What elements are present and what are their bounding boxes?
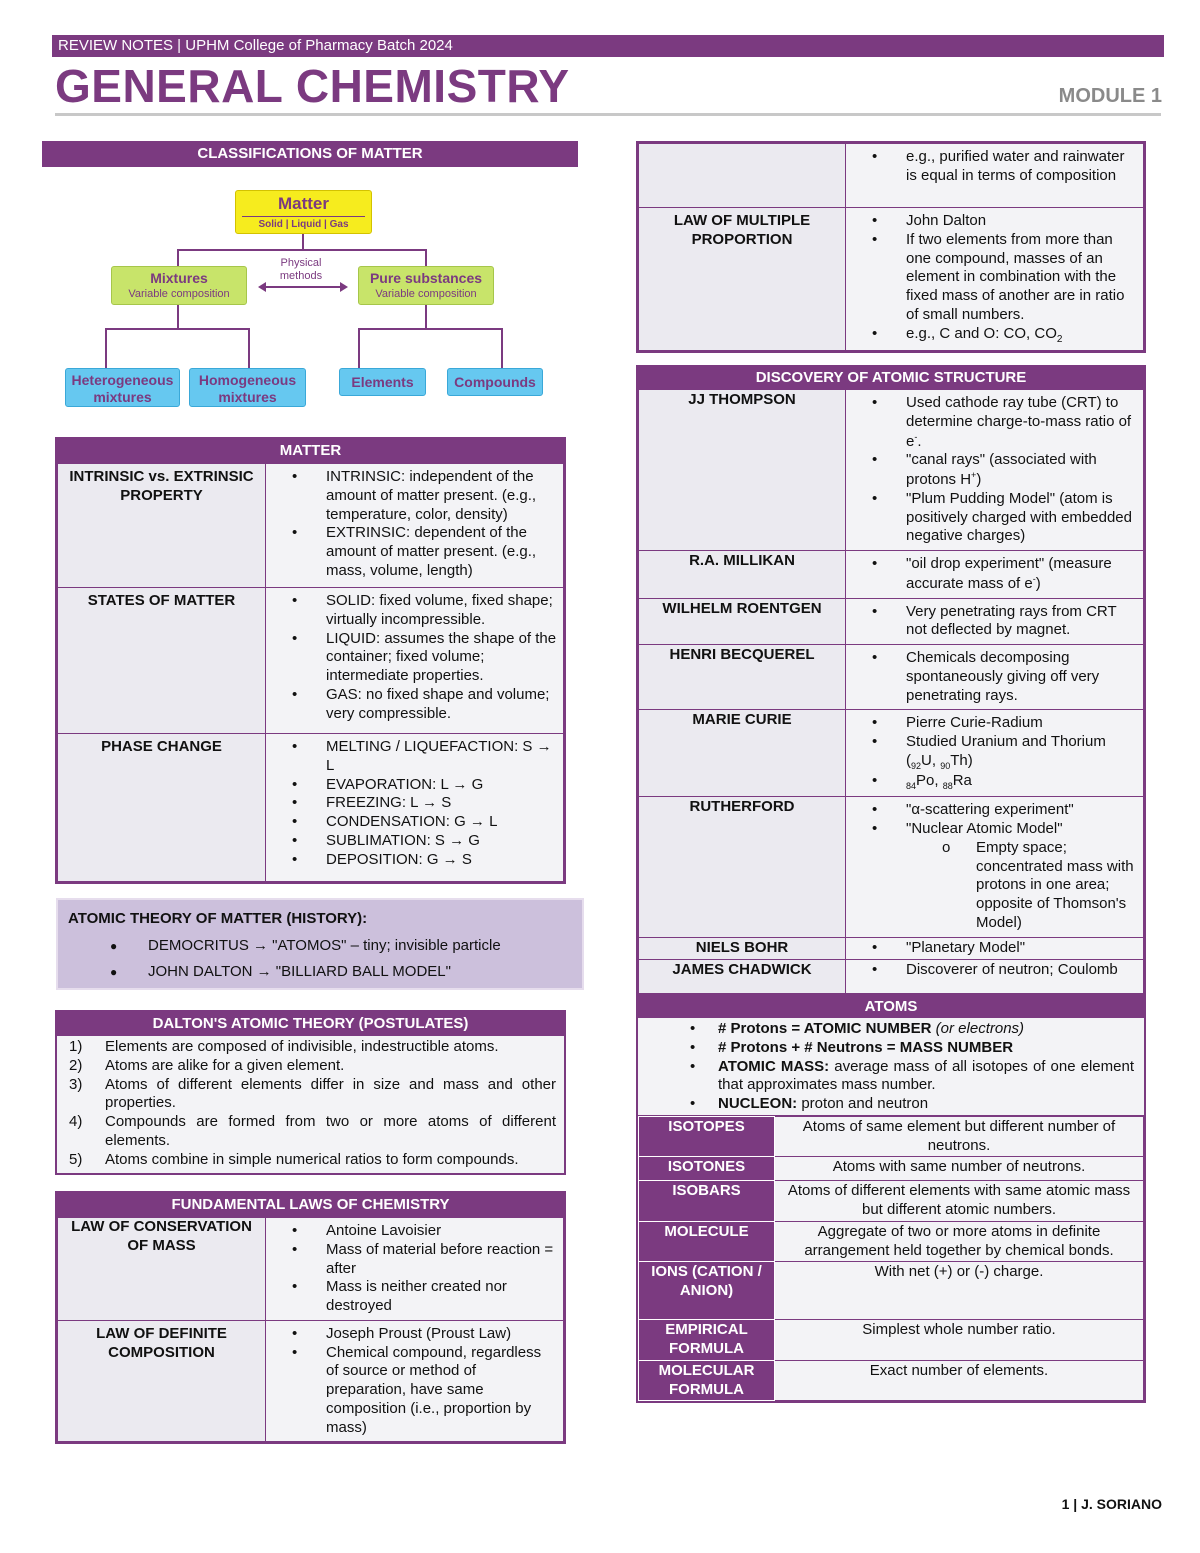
matter-table [55, 437, 566, 884]
matter-node-sub: Solid | Liquid | Gas [242, 216, 365, 232]
row-label: RUTHERFORD [639, 797, 846, 937]
list-item: • Discoverer of neutron; Coulomb [852, 961, 1137, 980]
table-row [639, 390, 1144, 551]
item-text: Compounds are formed from two or more atoms of different elements. [105, 1113, 556, 1149]
text: "canal rays" (associated with protons H [906, 451, 1097, 488]
row-label: MARIE CURIE [639, 710, 846, 797]
pure-substances-node-title: Pure substances [369, 270, 483, 286]
row-values [266, 464, 564, 588]
table-row [639, 144, 1144, 208]
row-values [846, 797, 1144, 937]
table-row [58, 588, 564, 734]
row-values [846, 937, 1144, 959]
row-value: Exact number of elements. [775, 1360, 1144, 1401]
row-values [846, 208, 1144, 351]
list-item: • MELTING / LIQUEFACTION: S → L [272, 738, 557, 776]
sub-marker: o [942, 838, 951, 856]
text: # Protons = ATOMIC NUMBER [718, 1020, 932, 1037]
connector [425, 249, 427, 266]
connector [501, 328, 503, 368]
text: ) [1035, 574, 1041, 592]
atoms-heading: ATOMS [638, 995, 1144, 1018]
elements-node: Elements [339, 368, 426, 396]
item-number: 5) [69, 1150, 83, 1168]
laws-grid [57, 1217, 564, 1442]
row-label [639, 144, 846, 208]
text: average mass of all isotopes of one element that approximates mass number. [718, 1057, 1134, 1094]
row-value: Simplest whole number ratio. [775, 1320, 1144, 1361]
list-item [65, 1057, 556, 1076]
list-item [65, 1038, 556, 1057]
row-label: HENRI BECQUEREL [639, 645, 846, 710]
row-value: Atoms with same number of neutrons. [775, 1157, 1144, 1181]
list-item: • Pierre Curie-Radium [852, 714, 1137, 733]
pure-substances-node [358, 266, 494, 305]
connector [105, 328, 107, 368]
header-topbar: REVIEW NOTES | UPHM College of Pharmacy Batch 2024 [52, 35, 1164, 57]
laws-continued [636, 141, 1146, 353]
matter-heading: MATTER [57, 439, 564, 463]
list-item [648, 1020, 1134, 1039]
connector [177, 249, 179, 266]
row-value: Atoms of different elements with same atomic mass but different atomic numbers. [775, 1181, 1144, 1222]
text: . [917, 432, 922, 450]
text: ) [976, 471, 982, 488]
example-text: e.g., C and O: CO, CO [906, 324, 1057, 342]
row-label: LAW OF DEFINITE COMPOSITION [58, 1320, 266, 1442]
row-values [846, 710, 1144, 797]
text: ATOMIC MASS: [718, 1057, 830, 1075]
discovery-heading: DISCOVERY OF ATOMIC STRUCTURE [638, 367, 1144, 389]
item-number: 4) [69, 1113, 83, 1130]
connector [302, 234, 304, 250]
table-row [639, 1320, 1144, 1361]
list-item [852, 772, 1137, 792]
list-item: • SUBLIMATION: S → G [272, 832, 557, 851]
connector [425, 305, 427, 329]
superscript: - [914, 431, 918, 442]
matter-grid [57, 463, 564, 882]
list-item [852, 451, 1137, 490]
dalton-heading: DALTON'S ATOMIC THEORY (POSTULATES) [57, 1012, 564, 1036]
text: Studied Uranium and Thorium ( [906, 733, 1106, 769]
double-arrow [258, 280, 348, 292]
connector [105, 328, 250, 330]
list-item: • "Nuclear Atomic Model" [852, 820, 1137, 839]
list-item: • John Dalton [852, 212, 1137, 231]
list-item [852, 394, 1137, 451]
table-row [639, 1360, 1144, 1401]
row-label: LAW OF MULTIPLE PROPORTION [639, 208, 846, 351]
row-values [846, 598, 1144, 645]
row-label: EMPIRICAL FORMULA [639, 1320, 775, 1361]
subscript: 2 [1056, 333, 1063, 345]
sub-text: Empty space; concentrated mass with protons in one area; opposite of Thomson's Model) [976, 838, 1134, 931]
item-number: 3) [69, 1075, 83, 1093]
list-item: • Joseph Proust (Proust Law) [272, 1325, 557, 1344]
list-item: • e.g., purified water and rainwater is equal in terms of composition [852, 148, 1137, 186]
list-item [65, 1076, 556, 1114]
fundamental-laws [55, 1191, 566, 1444]
row-values [846, 645, 1144, 710]
list-item: ● DEMOCRITUS → "ATOMOS" – tiny; invisible particle [68, 937, 572, 956]
list-item: • "α-scattering experiment" [852, 801, 1137, 820]
atomic-theory-heading: ATOMIC THEORY OF MATTER (HISTORY): [68, 910, 368, 927]
row-label: LAW OF CONSERVATION OF MASS [58, 1218, 266, 1321]
list-item: • DEPOSITION: G → S [272, 851, 557, 870]
laws-heading: FUNDAMENTAL LAWS OF CHEMISTRY [57, 1193, 564, 1217]
item-text: Elements are composed of indivisible, indestructible atoms. [105, 1038, 499, 1055]
list-item: • EXTRINSIC: dependent of the amount of matter present. (e.g., mass, volume, length) [272, 524, 557, 580]
row-value: Atoms of same element but different number of neutrons. [775, 1116, 1144, 1157]
item-number: 1) [69, 1038, 83, 1055]
page-footer: 1 | J. SORIANO [1061, 1496, 1162, 1512]
item-text: Atoms of different elements differ in size and mass and other properties. [105, 1075, 556, 1112]
connector [358, 328, 503, 330]
text: Used cathode ray tube (CRT) to determine charge-to-mass ratio of e [906, 394, 1132, 450]
row-label: MOLECULAR FORMULA [639, 1360, 775, 1401]
subscript: 90 [940, 760, 951, 771]
table-row [58, 734, 564, 882]
row-label: WILHELM ROENTGEN [639, 598, 846, 645]
pure-substances-node-sub: Variable composition [375, 287, 477, 300]
table-row [639, 1221, 1144, 1262]
item-text: Atoms combine in simple numerical ratios to form compounds. [105, 1150, 519, 1168]
row-label: ISOBARS [639, 1181, 775, 1222]
laws-continued-grid [638, 143, 1144, 351]
mixtures-node-title: Mixtures [150, 270, 208, 286]
list-item: • Antoine Lavoisier [272, 1222, 557, 1241]
table-row [639, 645, 1144, 710]
row-values [846, 551, 1144, 599]
compounds-node: Compounds [447, 368, 543, 396]
text: # Protons + # Neutrons = MASS NUMBER [718, 1038, 1014, 1056]
mixtures-node-sub: Variable composition [128, 287, 230, 300]
discovery-grid [638, 389, 1144, 1002]
list-item: • INTRINSIC: independent of the amount of matter present. (e.g., temperature, color, density) [272, 468, 557, 524]
row-label: INTRINSIC vs. EXTRINSIC PROPERTY [58, 464, 266, 588]
row-label: STATES OF MATTER [58, 588, 266, 734]
table-row [639, 1181, 1144, 1222]
list-item: • Chemical compound, regardless of source or method of preparation, have same composition (i.e., proportion by mass) [272, 1344, 557, 1438]
list-item: • If two elements from more than one compound, masses of an element in combination with the fixed mass of another are in ratio of small numbers. [852, 231, 1137, 325]
text: Po, [916, 772, 943, 789]
list-item [65, 1151, 556, 1170]
table-row [58, 1320, 564, 1442]
list-item [852, 555, 1137, 594]
table-row [58, 464, 564, 588]
row-label: NIELS BOHR [639, 937, 846, 959]
list-item: • LIQUID: assumes the shape of the container; fixed volume; intermediate properties. [272, 630, 557, 686]
atoms-definitions [638, 1018, 1144, 1116]
list-item: • Very penetrating rays from CRT not deflected by magnet. [852, 603, 1137, 641]
text: U, [921, 751, 941, 769]
list-item: • "Planetary Model" [852, 939, 1137, 958]
list-item: • Chemicals decomposing spontaneously giving off very penetrating rays. [852, 649, 1137, 705]
list-item [852, 325, 1137, 347]
sub-list-item [852, 839, 1137, 933]
table-row [639, 1116, 1144, 1157]
dalton-postulates [55, 1010, 566, 1175]
physical-methods-label: Physical methods [279, 257, 323, 282]
subscript: 92 [911, 760, 922, 771]
list-item [65, 1113, 556, 1151]
list-item [648, 1058, 1134, 1096]
row-label: R.A. MILLIKAN [639, 551, 846, 599]
matter-node [235, 190, 372, 234]
atomic-theory-box [56, 898, 584, 990]
item-text: Atoms are alike for a given element. [105, 1056, 345, 1074]
row-label: JAMES CHADWICK [639, 959, 846, 1001]
row-values [266, 734, 564, 882]
connector [248, 328, 250, 368]
row-label: IONS (CATION / ANION) [639, 1262, 775, 1320]
text: Ra [952, 772, 972, 789]
table-row [639, 208, 1144, 351]
page-title: GENERAL CHEMISTRY [55, 60, 570, 112]
superscript: + [971, 470, 977, 480]
subscript: 84 [906, 781, 917, 791]
connector [358, 328, 360, 368]
list-item: • SOLID: fixed volume, fixed shape; virtually incompressible. [272, 592, 557, 630]
subscript: 88 [942, 781, 953, 791]
list-item [648, 1039, 1134, 1058]
row-label: ISOTONES [639, 1157, 775, 1181]
row-label: MOLECULE [639, 1221, 775, 1262]
atoms-grid [638, 1116, 1144, 1402]
row-value: Aggregate of two or more atoms in definite arrangement held together by chemical bonds. [775, 1221, 1144, 1262]
list-item: • Mass of material before reaction = after [272, 1241, 557, 1279]
row-values [266, 1218, 564, 1321]
list-item: • FREEZING: L → S [272, 794, 557, 813]
list-item: • "Plum Pudding Model" (atom is positively charged with embedded negative charges) [852, 490, 1137, 546]
title-divider [55, 113, 1161, 116]
item-number: 2) [69, 1056, 83, 1074]
table-row [639, 1157, 1144, 1181]
table-row [58, 1218, 564, 1321]
connector [177, 249, 427, 251]
row-label: JJ THOMPSON [639, 390, 846, 551]
list-item [648, 1095, 1134, 1114]
classifications-heading: CLASSIFICATIONS OF MATTER [42, 141, 578, 167]
table-row [639, 551, 1144, 599]
table-row [639, 710, 1144, 797]
table-row [639, 937, 1144, 959]
row-values [846, 144, 1144, 208]
list-item: • EVAPORATION: L → G [272, 776, 557, 795]
connector [177, 305, 179, 329]
list-item: ● JOHN DALTON → "BILLIARD BALL MODEL" [68, 963, 572, 982]
table-row [639, 797, 1144, 937]
list-item: • CONDENSATION: G → L [272, 813, 557, 832]
row-value: With net (+) or (-) charge. [775, 1262, 1144, 1320]
table-row [639, 598, 1144, 645]
text: proton and neutron [801, 1095, 929, 1112]
list-item [852, 733, 1137, 772]
row-label: PHASE CHANGE [58, 734, 266, 882]
text: "oil drop experiment" (measure accurate mass of e [906, 555, 1112, 592]
row-values [266, 588, 564, 734]
text: (or electrons) [935, 1020, 1025, 1037]
matter-node-title: Matter [277, 194, 329, 213]
row-values [846, 390, 1144, 551]
row-values [266, 1320, 564, 1442]
superscript: - [1032, 573, 1036, 584]
mixtures-node [111, 266, 247, 305]
list-item: • Mass is neither created nor destroyed [272, 1278, 557, 1316]
text: Th) [950, 751, 973, 769]
text: NUCLEON: [718, 1095, 798, 1112]
row-label: ISOTOPES [639, 1116, 775, 1157]
table-row [639, 1262, 1144, 1320]
heterogeneous-node: Heterogeneous mixtures [65, 368, 180, 407]
homogeneous-node: Homogeneous mixtures [189, 368, 306, 407]
discovery-table [636, 365, 1146, 1004]
list-item: • GAS: no fixed shape and volume; very compressible. [272, 686, 557, 724]
atoms-table [636, 993, 1146, 1403]
module-label: MODULE 1 [1058, 85, 1162, 107]
